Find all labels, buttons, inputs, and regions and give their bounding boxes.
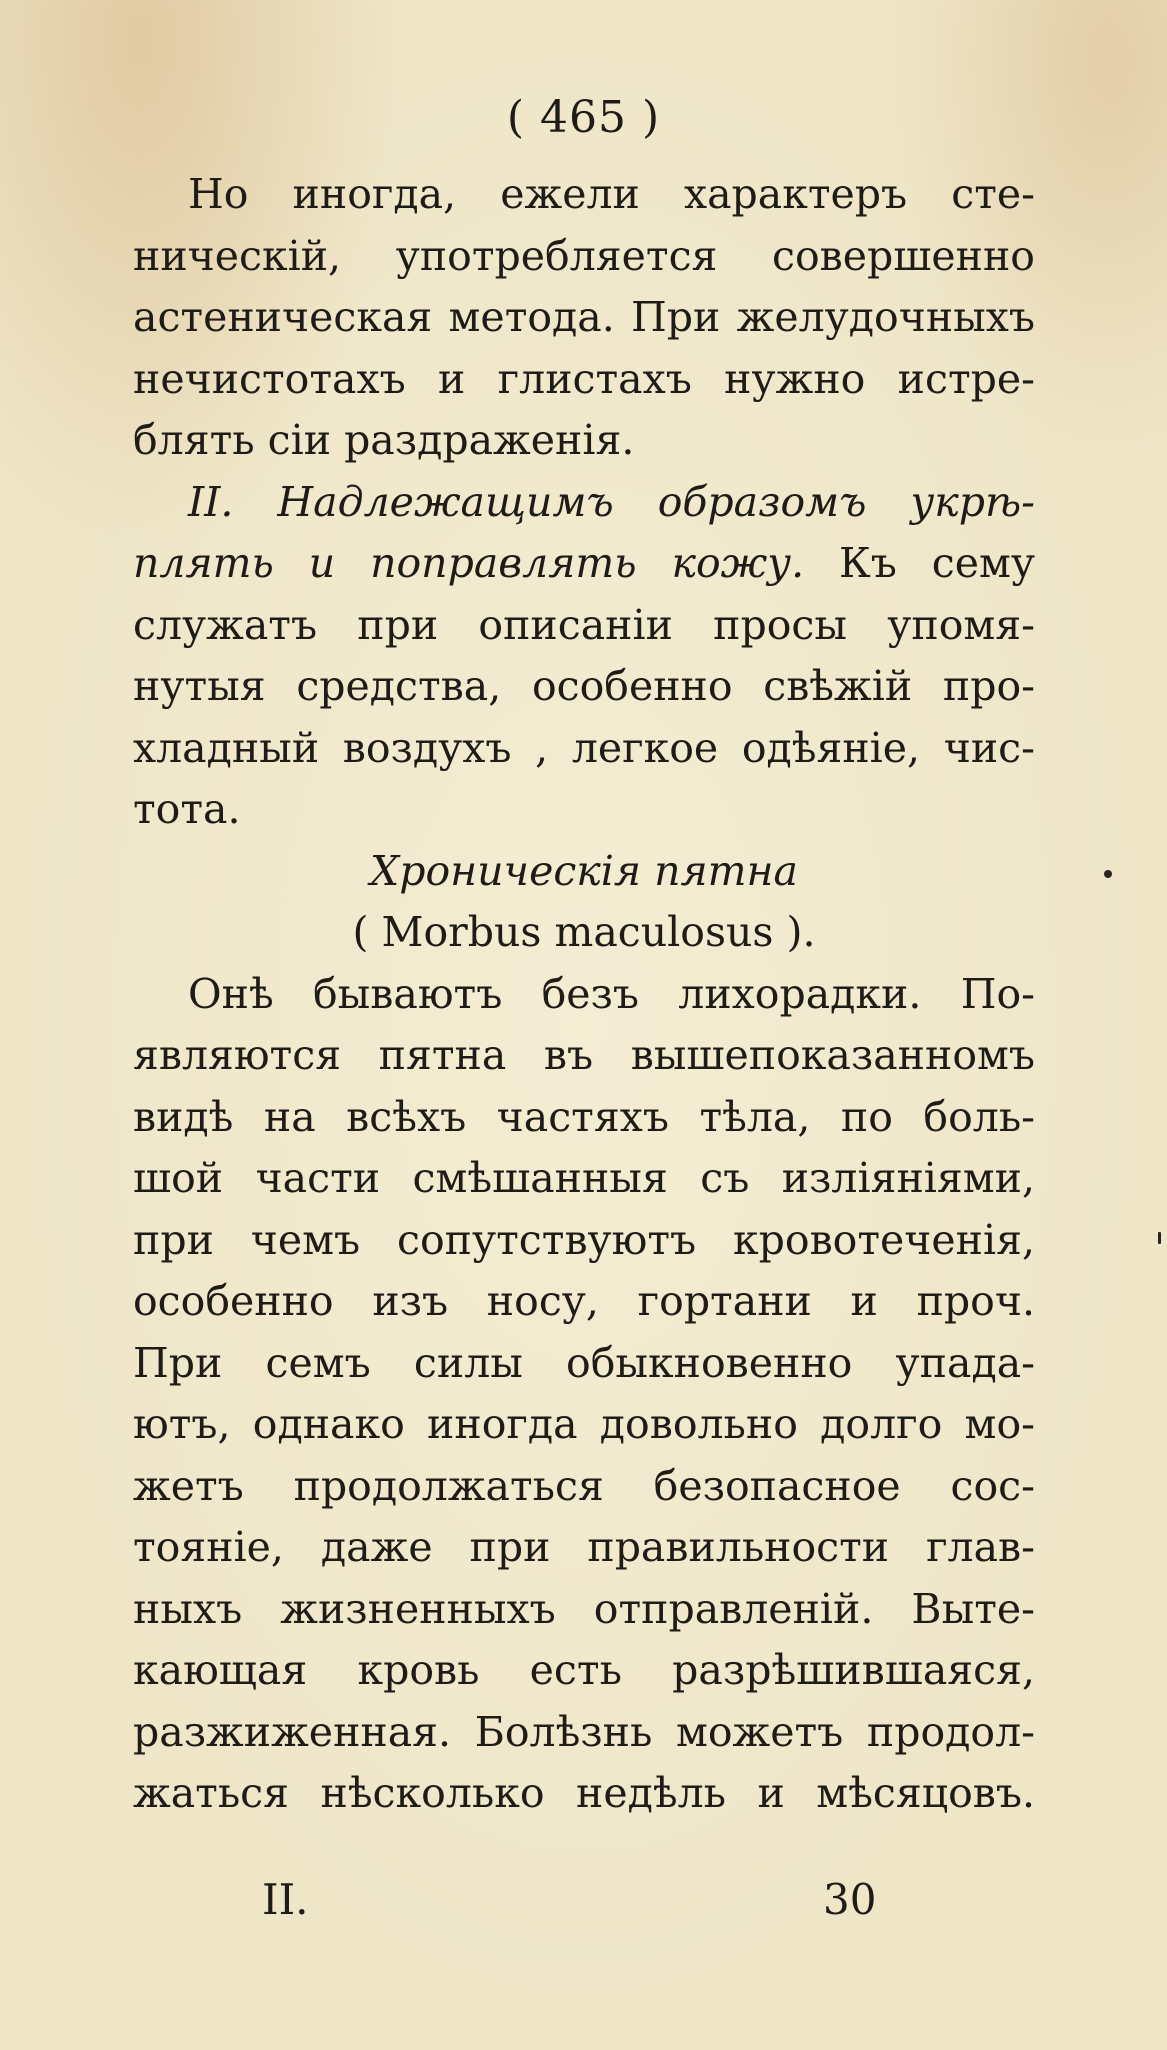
body-line: жетъ продолжаться безопасное сос-: [133, 1461, 1035, 1510]
sheet-number: 30: [823, 1875, 877, 1924]
body-line: являются пятна въ вышепоказанномъ: [133, 1031, 1035, 1079]
section-heading-italic: II. Надлежащимъ образомъ укрѣ-: [188, 477, 1035, 526]
body-line: особенно изъ носу, гортани и проч.: [133, 1277, 1035, 1325]
text-line: нечистотахъ и глистахъ нужно истре-: [133, 354, 1035, 403]
body-line: кающая кровь есть разрѣшившаяся,: [133, 1646, 1035, 1694]
text-line: блять сіи раздраженія.: [133, 416, 635, 464]
body-line: тояніе, даже при правильности глав-: [133, 1523, 1035, 1571]
section-line: тота.: [133, 785, 241, 833]
text-line: Но иногда, ежели характеръ сте-: [188, 170, 1035, 218]
body-line: шой части смѣшанныя съ изліяніями,: [133, 1154, 1035, 1202]
body-line: При семъ силы обыкновенно упада-: [133, 1338, 1035, 1387]
body-line: Онѣ бываютъ безъ лихорадки. По-: [188, 969, 1035, 1018]
text-line: ническій, употребляется совершенно: [133, 231, 1035, 280]
chapter-subheading: ( Morbus maculosus ).: [352, 908, 816, 956]
ink-speck: [1104, 870, 1112, 878]
body-line: ютъ, однако иногда довольно долго мо-: [133, 1400, 1035, 1448]
body-line: видѣ на всѣхъ частяхъ тѣла, по боль-: [133, 1092, 1035, 1141]
body-line: жаться нѣсколько недѣль и мѣсяцовъ.: [133, 1769, 1035, 1817]
section-line: нутыя средства, особенно свѣжій про-: [133, 662, 1035, 710]
chapter-heading: Хроническія пятна: [370, 846, 798, 895]
printer-signature-mark: II.: [262, 1875, 309, 1924]
section-line: [133, 472, 1035, 534]
body-line: ныхъ жизненныхъ отправленій. Выте-: [133, 1584, 1035, 1633]
ink-speck: [1158, 1232, 1161, 1244]
section-heading-italic: плять и поправлять кожу.: [133, 539, 805, 587]
page-text: [133, 164, 1035, 1825]
text-line: астеническая метода. При желудочныхъ: [133, 293, 1035, 341]
page-number-header: ( 465 ): [506, 92, 661, 143]
section-line: служатъ при описаніи просы упомя-: [133, 600, 1035, 649]
section-line: плять и поправлять кожу. Къ сему: [133, 539, 1036, 587]
section-line: хладный воздухъ , легкое одѣяніе, чис-: [133, 723, 1035, 772]
body-line: при чемъ сопутствуютъ кровотеченія,: [133, 1215, 1035, 1264]
body-line: разжиженная. Болѣзнь можетъ продол-: [133, 1707, 1035, 1756]
